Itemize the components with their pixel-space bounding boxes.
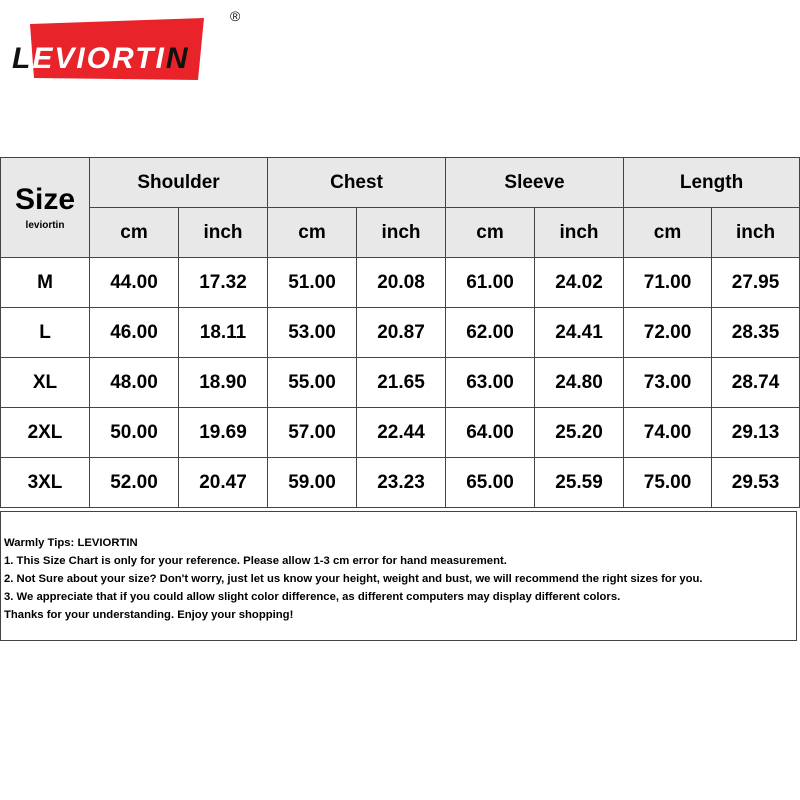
group-header-length: Length [624, 158, 800, 208]
group-header-sleeve: Sleeve [446, 158, 624, 208]
unit-header-row [1, 208, 800, 258]
measurement-cell: 18.11 [179, 308, 268, 358]
measurement-cell: 65.00 [446, 458, 535, 508]
measurement-cell: 48.00 [90, 358, 179, 408]
logo-wordmark [12, 42, 189, 76]
logo-letters-middle: EVIORTI [32, 42, 166, 75]
measurement-cell: 27.95 [712, 258, 800, 308]
measurement-cell: 55.00 [268, 358, 357, 408]
size-label-cell: M [1, 258, 90, 308]
warm-tips-box [0, 511, 797, 641]
measurement-cell: 64.00 [446, 408, 535, 458]
measurement-cell: 59.00 [268, 458, 357, 508]
size-header-cell [1, 158, 90, 258]
unit-header: cm [624, 208, 712, 258]
table-row [1, 258, 800, 308]
measurement-cell: 17.32 [179, 258, 268, 308]
table-row [1, 408, 800, 458]
unit-header: inch [535, 208, 624, 258]
measurement-cell: 29.53 [712, 458, 800, 508]
logo-letter-first: L [12, 42, 33, 75]
unit-header: cm [268, 208, 357, 258]
size-label-cell: 2XL [1, 408, 90, 458]
measurement-cell: 71.00 [624, 258, 712, 308]
measurement-cell: 72.00 [624, 308, 712, 358]
measurement-cell: 29.13 [712, 408, 800, 458]
measurement-cell: 74.00 [624, 408, 712, 458]
unit-header: cm [446, 208, 535, 258]
group-header-row [1, 158, 800, 208]
group-header-shoulder: Shoulder [90, 158, 268, 208]
tips-line: 3. We appreciate that if you could allow slight color difference, as different computers may display different colors. [4, 591, 621, 603]
unit-header: inch [357, 208, 446, 258]
size-label-cell: L [1, 308, 90, 358]
tips-closing: Thanks for your understanding. Enjoy your shopping! [4, 609, 294, 621]
table-row [1, 458, 800, 508]
measurement-cell: 21.65 [357, 358, 446, 408]
table-row [1, 358, 800, 408]
unit-header: inch [712, 208, 800, 258]
size-chart-table [0, 157, 800, 508]
logo-letter-last: N [165, 42, 190, 75]
measurement-cell: 51.00 [268, 258, 357, 308]
table-row [1, 308, 800, 358]
measurement-cell: 46.00 [90, 308, 179, 358]
measurement-cell: 73.00 [624, 358, 712, 408]
measurement-cell: 44.00 [90, 258, 179, 308]
unit-header: inch [179, 208, 268, 258]
unit-header: cm [90, 208, 179, 258]
measurement-cell: 28.74 [712, 358, 800, 408]
measurement-cell: 53.00 [268, 308, 357, 358]
measurement-cell: 25.20 [535, 408, 624, 458]
group-header-chest: Chest [268, 158, 446, 208]
registered-mark: ® [230, 8, 241, 24]
measurement-cell: 62.00 [446, 308, 535, 358]
tips-heading: Warmly Tips: LEVIORTIN [4, 537, 138, 549]
measurement-cell: 20.87 [357, 308, 446, 358]
measurement-cell: 22.44 [357, 408, 446, 458]
measurement-cell: 20.08 [357, 258, 446, 308]
measurement-cell: 24.02 [535, 258, 624, 308]
measurement-cell: 75.00 [624, 458, 712, 508]
measurement-cell: 52.00 [90, 458, 179, 508]
measurement-cell: 24.80 [535, 358, 624, 408]
tips-line: 2. Not Sure about your size? Don't worry, just let us know your height, weight and bust, we will recommend the right sizes for you. [4, 573, 703, 585]
measurement-cell: 63.00 [446, 358, 535, 408]
size-header-brand: leviortin [25, 220, 65, 231]
measurement-cell: 57.00 [268, 408, 357, 458]
tips-line: 1. This Size Chart is only for your reference. Please allow 1-3 cm error for hand measurement. [4, 555, 507, 567]
size-label-cell: XL [1, 358, 90, 408]
measurement-cell: 20.47 [179, 458, 268, 508]
size-header-title: Size [14, 183, 76, 216]
measurement-cell: 61.00 [446, 258, 535, 308]
measurement-cell: 28.35 [712, 308, 800, 358]
brand-logo [8, 18, 248, 88]
measurement-cell: 24.41 [535, 308, 624, 358]
measurement-cell: 18.90 [179, 358, 268, 408]
measurement-cell: 19.69 [179, 408, 268, 458]
measurement-cell: 23.23 [357, 458, 446, 508]
size-label-cell: 3XL [1, 458, 90, 508]
measurement-cell: 50.00 [90, 408, 179, 458]
measurement-cell: 25.59 [535, 458, 624, 508]
